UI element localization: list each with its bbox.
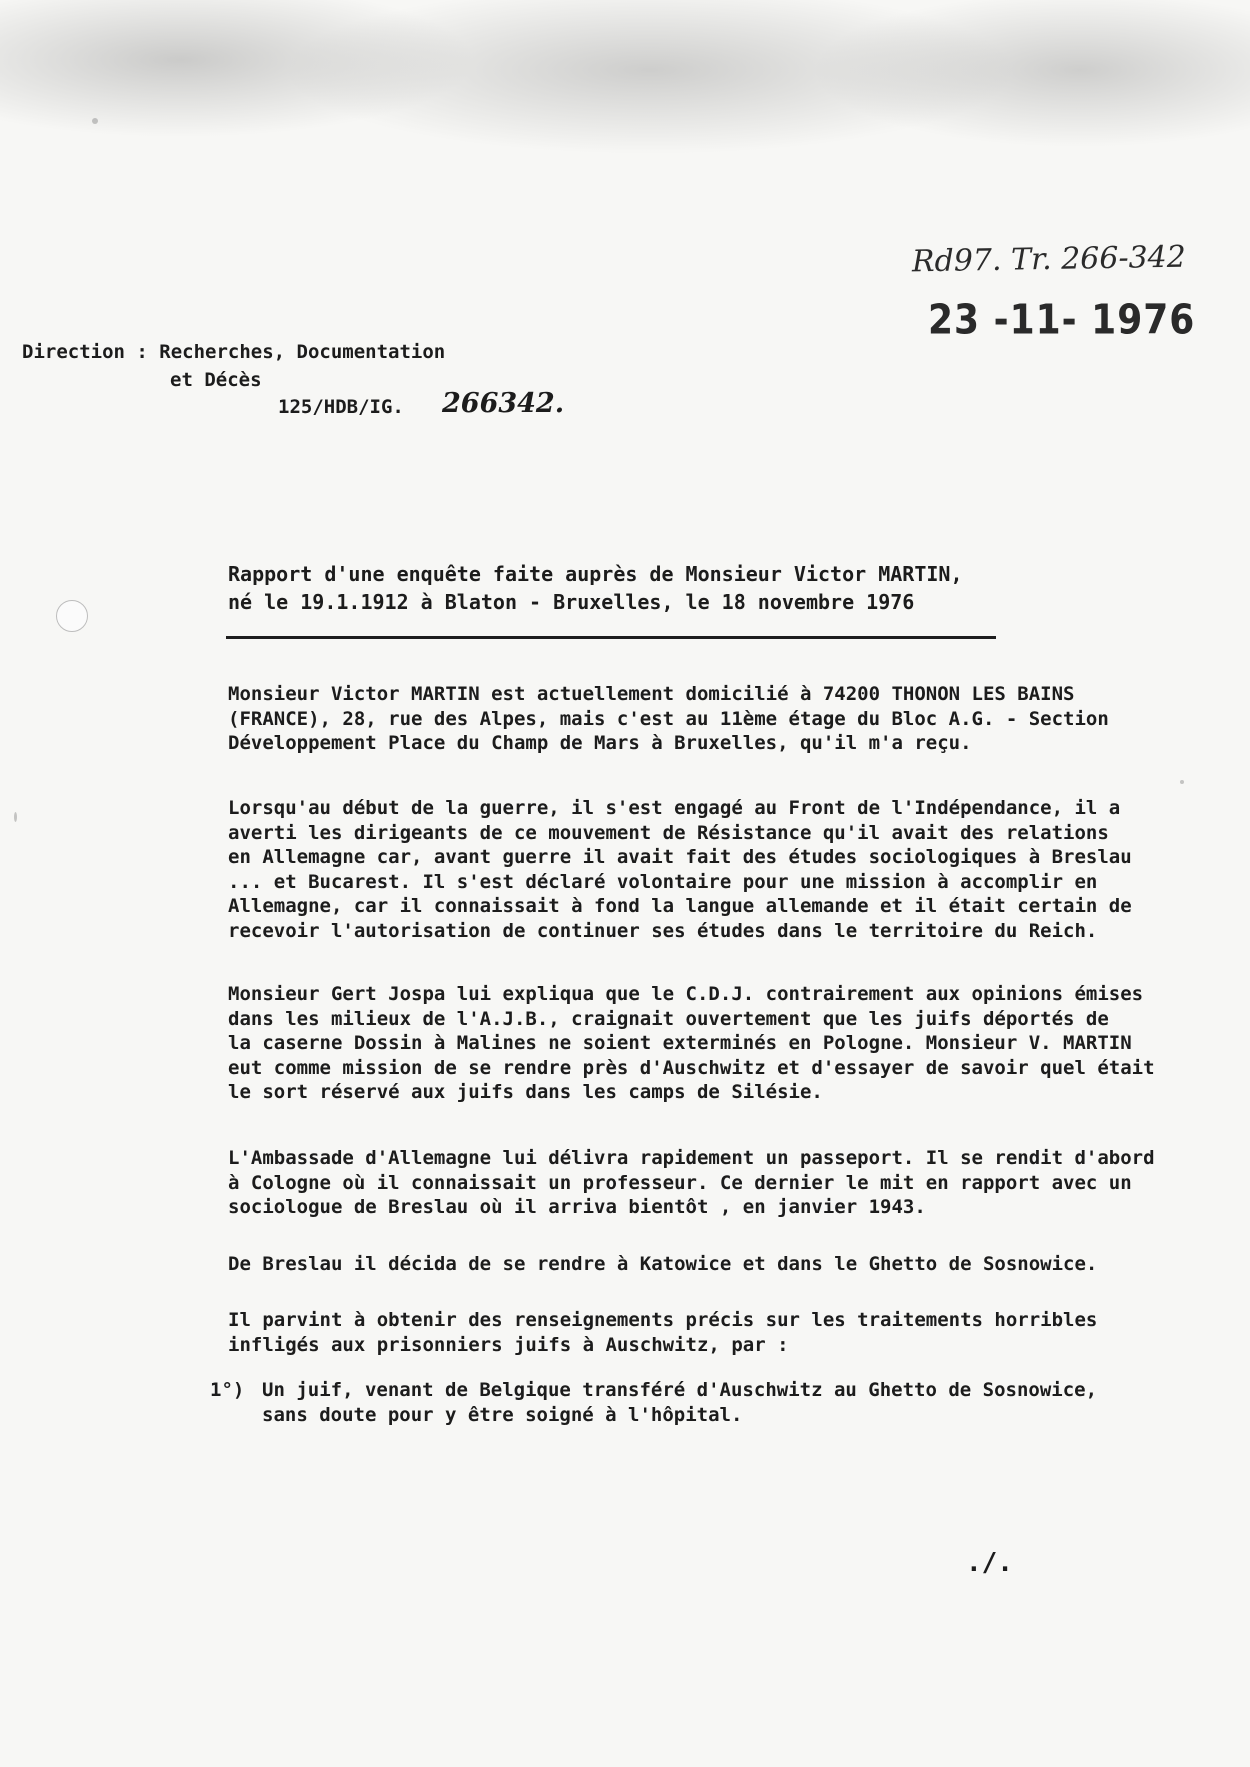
handwritten-reference: Rd97. Tr. 266-342: [911, 239, 1187, 280]
text-line: (FRANCE), 28, rue des Alpes, mais c'est au 11ème étage du Bloc A.G. - Section: [228, 707, 1109, 730]
text-line: L'Ambassade d'Allemagne lui délivra rapidement un passeport. Il se rendit d'abord: [228, 1147, 1155, 1169]
direction-reference: 125/HDB/IG.: [278, 396, 404, 418]
text-line: dans les milieux de l'A.J.B., craignait ouvertement que les juifs déportés de: [228, 1007, 1109, 1030]
text-line: ... et Bucarest. Il s'est déclaré volontaire pour une mission à accomplir en: [228, 870, 1098, 893]
text-line: Monsieur Gert Jospa lui expliqua que le C.D.J. contrairement aux opinions émises: [228, 983, 1144, 1005]
text-line: Lorsqu'au début de la guerre, il s'est engagé au Front de l'Indépendance, il a: [228, 797, 1121, 819]
direction-line-2: et Décès: [170, 369, 262, 391]
photocopy-smudge: [0, 0, 1250, 200]
paragraph-address: [228, 682, 1218, 756]
report-title-line-1: Rapport d'une enquête faite auprès de Monsieur Victor MARTIN,: [228, 562, 963, 586]
paragraph-katowice: [228, 1252, 1218, 1277]
text-line: infligés aux prisonniers juifs à Auschwitz, par :: [228, 1333, 789, 1356]
title-underline: [226, 636, 996, 639]
paragraph-mission: [228, 982, 1218, 1105]
text-line: Monsieur Victor MARTIN est actuellement domicilié à 74200 THONON LES BAINS: [228, 683, 1075, 705]
report-title: [228, 560, 1008, 616]
item-text-line: sans doute pour y être soigné à l'hôpital.: [262, 1403, 743, 1426]
text-line: Développement Place du Champ de Mars à Bruxelles, qu'il m'a reçu.: [228, 732, 972, 754]
text-line: à Cologne où il connaissait un professeur. Ce dernier le mit en rapport avec un: [228, 1171, 1132, 1194]
report-title-line-2: né le 19.1.1912 à Blaton - Bruxelles, le 18 novembre 1976: [228, 590, 915, 614]
text-line: Il parvint à obtenir des renseignements précis sur les traitements horribles: [228, 1309, 1098, 1331]
paragraph-resistance: [228, 796, 1218, 943]
text-line: sociologue de Breslau où il arriva bientôt , en janvier 1943.: [228, 1196, 926, 1218]
text-line: averti les dirigeants de ce mouvement de Résistance qu'il avait des relations: [228, 821, 1109, 844]
direction-handwritten-number: 266342.: [442, 388, 565, 419]
text-line: la caserne Dossin à Malines ne soient exterminés en Pologne. Monsieur V. MARTIN: [228, 1032, 1132, 1054]
dust-speck: [14, 812, 17, 822]
text-line: eut comme mission de se rendre près d'Auschwitz et d'essayer de savoir quel était: [228, 1056, 1155, 1079]
paragraph-information: [228, 1308, 1218, 1357]
item-text-line: Un juif, venant de Belgique transféré d'Auschwitz au Ghetto de Sosnowice,: [262, 1379, 1098, 1401]
numbered-item-1: [210, 1378, 1210, 1427]
text-line: De Breslau il décida de se rendre à Katowice et dans le Ghetto de Sosnowice.: [228, 1253, 1098, 1275]
text-line: recevoir l'autorisation de continuer ses études dans le territoire du Reich.: [228, 919, 1098, 942]
item-number: 1°): [210, 1379, 245, 1401]
direction-line-1: Direction : Recherches, Documentation: [22, 341, 446, 363]
text-line: Allemagne, car il connaissait à fond la langue allemande et il était certain de: [228, 895, 1132, 917]
continuation-mark: ./.: [966, 1548, 1013, 1578]
date-stamp: 23 -11- 1976: [928, 296, 1196, 345]
punch-hole: [56, 600, 88, 632]
dust-speck: [92, 118, 98, 124]
text-line: le sort réservé aux juifs dans les camps de Silésie.: [228, 1081, 823, 1103]
direction-block: [22, 338, 445, 394]
dust-speck: [1180, 780, 1184, 784]
paragraph-passport: [228, 1146, 1218, 1220]
text-line: en Allemagne car, avant guerre il avait fait des études sociologiques à Breslau: [228, 846, 1132, 868]
